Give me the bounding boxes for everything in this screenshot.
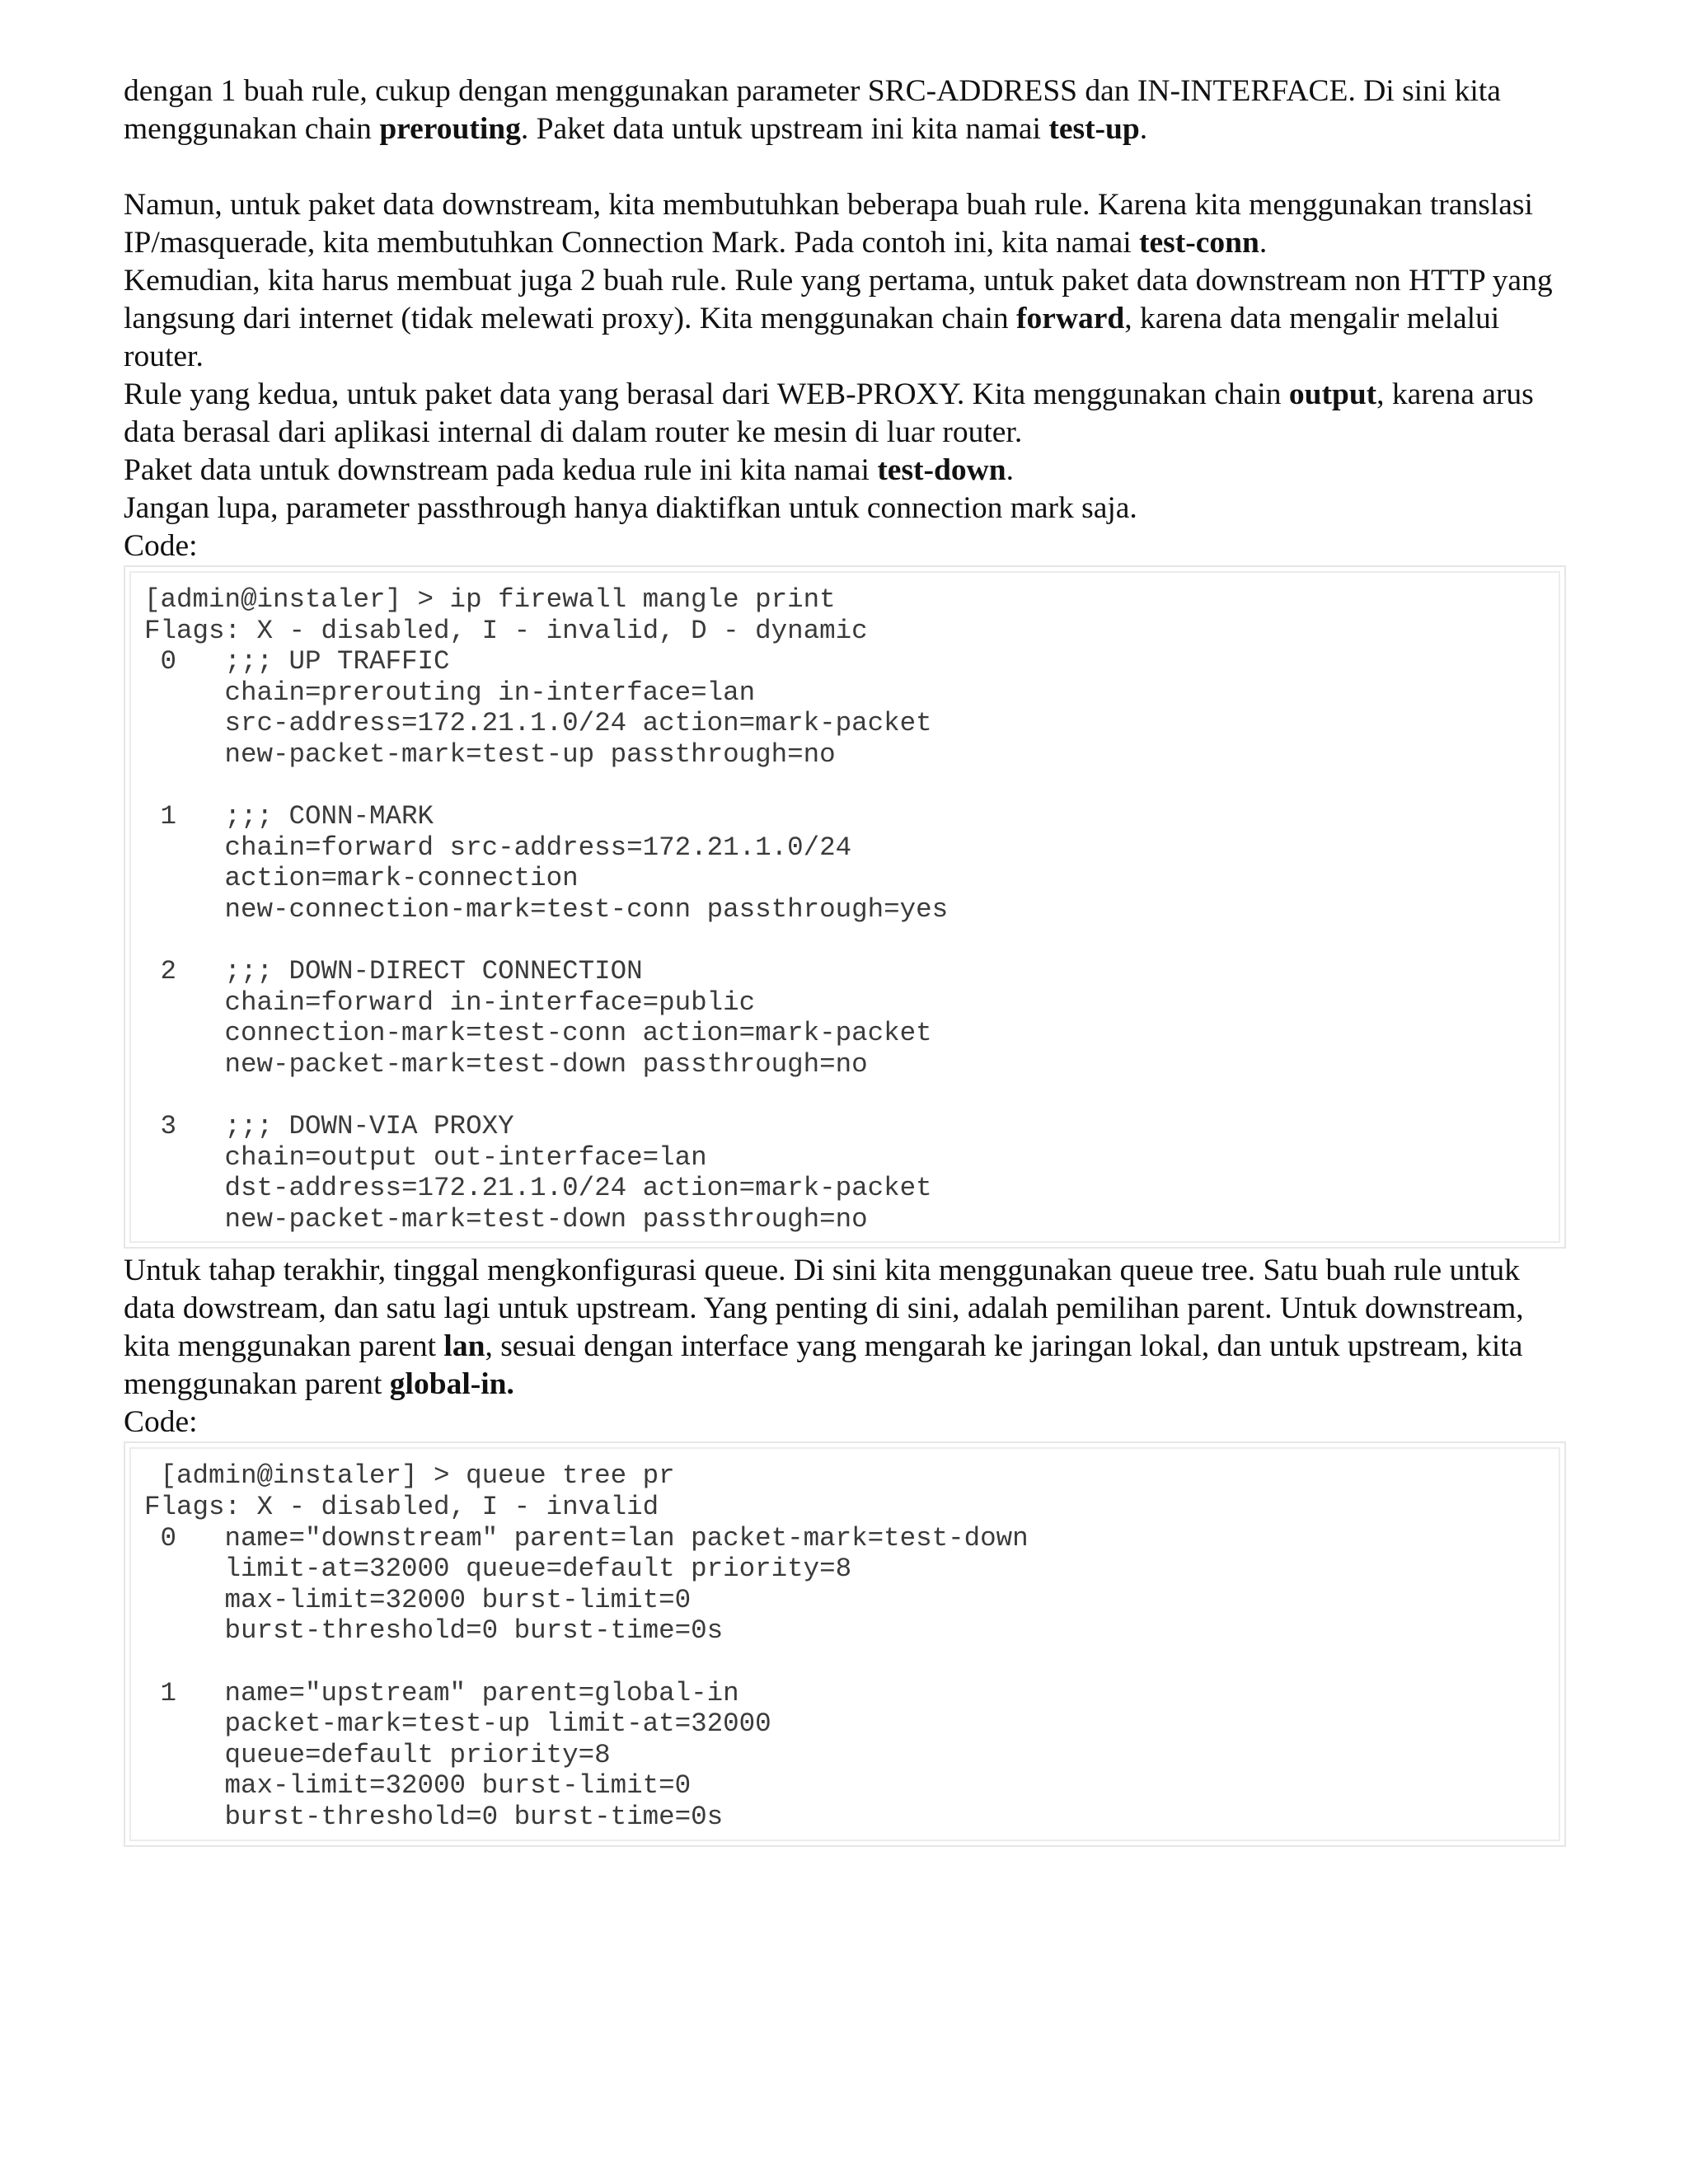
code-line: [144, 771, 1545, 802]
bold-term: lan: [443, 1329, 485, 1364]
code-line: [144, 926, 1545, 957]
code-line: src-address=172.21.1.0/24 action=mark-packet: [144, 708, 932, 739]
code-line: packet-mark=test-up limit-at=32000: [144, 1708, 771, 1740]
text-run: dengan 1 buah rule, cukup dengan menggunakan parameter SRC-ADDRESS dan IN-INTERFACE. Di sini kita menggunakan chain: [124, 74, 1501, 146]
code-line: new-packet-mark=test-down passthrough=no: [144, 1048, 868, 1080]
code-line: [144, 1080, 1545, 1112]
text-run: .: [1139, 112, 1148, 146]
code-line: chain=forward in-interface=public: [144, 987, 756, 1018]
text-run: . Paket data untuk upstream ini kita namai: [520, 112, 1049, 146]
code-line: [admin@instaler] > queue tree pr: [144, 1460, 675, 1492]
bold-term: test-up: [1048, 112, 1140, 146]
code-line: limit-at=32000 queue=default priority=8: [144, 1554, 852, 1585]
code-line: [144, 1647, 1545, 1678]
text-run: , karena arus data berasal dari aplikasi internal di dalam router ke mesin di luar router.: [124, 377, 1534, 449]
code-line: 1 ;;; CONN-MARK: [144, 801, 434, 832]
code-block-mangle: [124, 565, 1566, 1249]
code-block-body: [129, 571, 1560, 1243]
text-run: Paket data untuk downstream pada kedua rule ini kita namai: [124, 453, 878, 487]
code-line: Flags: X - disabled, I - invalid: [144, 1492, 659, 1523]
document-page: [124, 73, 1566, 1847]
code-line: new-packet-mark=test-down passthrough=no: [144, 1203, 868, 1235]
code-line: action=mark-connection: [144, 863, 579, 894]
bold-term: test-conn: [1139, 226, 1259, 260]
code-label: Code:: [124, 529, 198, 563]
paragraph-test-down: [124, 452, 1566, 490]
text-run: .: [1259, 226, 1268, 260]
code-line: 0 ;;; UP TRAFFIC: [144, 646, 450, 677]
code-line: chain=prerouting in-interface=lan: [144, 677, 756, 708]
text-run: .: [1006, 453, 1014, 487]
code-line: 0 name="downstream" parent=lan packet-mark=test-down: [144, 1522, 1029, 1554]
text-run: Rule yang kedua, untuk paket data yang berasal dari WEB-PROXY. Kita menggunakan chain: [124, 377, 1289, 411]
code-line: burst-threshold=0 burst-time=0s: [144, 1615, 724, 1647]
code-line: burst-threshold=0 burst-time=0s: [144, 1802, 724, 1832]
code-label: Code:: [124, 1405, 198, 1440]
paragraph-passthrough-note: Jangan lupa, parameter passthrough hanya diaktifkan untuk connection mark saja.: [124, 491, 1137, 525]
code-line: new-packet-mark=test-up passthrough=no: [144, 738, 836, 770]
code-line: Flags: X - disabled, I - invalid, D - dynamic: [144, 615, 868, 646]
bold-term: global-in.: [389, 1367, 514, 1402]
code-line: connection-mark=test-conn action=mark-packet: [144, 1018, 932, 1049]
bold-term: output: [1288, 377, 1377, 411]
bold-term: prerouting: [379, 112, 521, 146]
text-run: Kemudian, kita harus membuat juga 2 buah rule. Rule yang pertama, untuk paket data downstream non HTTP yang langsung dari internet (tidak melewati proxy). Kita menggunakan chain: [124, 264, 1553, 335]
code-line: 1 name="upstream" parent=global-in: [144, 1677, 739, 1708]
code-line: 3 ;;; DOWN-VIA PROXY: [144, 1111, 514, 1142]
paragraph-prerouting: [124, 73, 1566, 148]
text-run: Untuk tahap terakhir, tinggal mengkonfigurasi queue. Di sini kita menggunakan queue tree. Satu buah rule untuk data dowstream, dan satu lagi untuk upstream. Yang penting di sini, adalah pemilihan parent. Untuk downstream, kita menggunakan parent: [124, 1254, 1524, 1364]
text-run: , sesuai dengan interface yang mengarah ke jaringan lokal, dan untuk upstream, kita menggunakan parent: [124, 1329, 1523, 1402]
code-line: chain=output out-interface=lan: [144, 1141, 707, 1173]
code-block-queue: [124, 1441, 1566, 1846]
text-run: Namun, untuk paket data downstream, kita membutuhkan beberapa buah rule. Karena kita menggunakan translasi IP/masquerade, kita membutuhkan Connection Mark. Pada contoh ini, kita namai: [124, 188, 1533, 260]
bold-term: test-down: [877, 453, 1006, 487]
paragraph-downstream-intro: [124, 186, 1566, 376]
code-line: queue=default priority=8: [144, 1739, 611, 1770]
paragraph-queue-tree: [124, 1252, 1566, 1404]
code-line: 2 ;;; DOWN-DIRECT CONNECTION: [144, 956, 643, 987]
code-line: chain=forward src-address=172.21.1.0/24: [144, 832, 852, 863]
code-line: max-limit=32000 burst-limit=0: [144, 1584, 692, 1615]
code-line: [admin@instaler] > ip firewall mangle print: [144, 584, 836, 615]
code-block-body: [129, 1447, 1560, 1840]
paragraph-second-rule: [124, 376, 1566, 452]
bold-term: forward: [1016, 302, 1125, 335]
code-line: dst-address=172.21.1.0/24 action=mark-packet: [144, 1173, 932, 1204]
text-run: , karena data mengalir melalui router.: [124, 302, 1500, 373]
code-line: max-limit=32000 burst-limit=0: [144, 1770, 692, 1802]
code-line: new-connection-mark=test-conn passthrough=yes: [144, 893, 949, 925]
paragraph-spacer: [124, 148, 1566, 186]
